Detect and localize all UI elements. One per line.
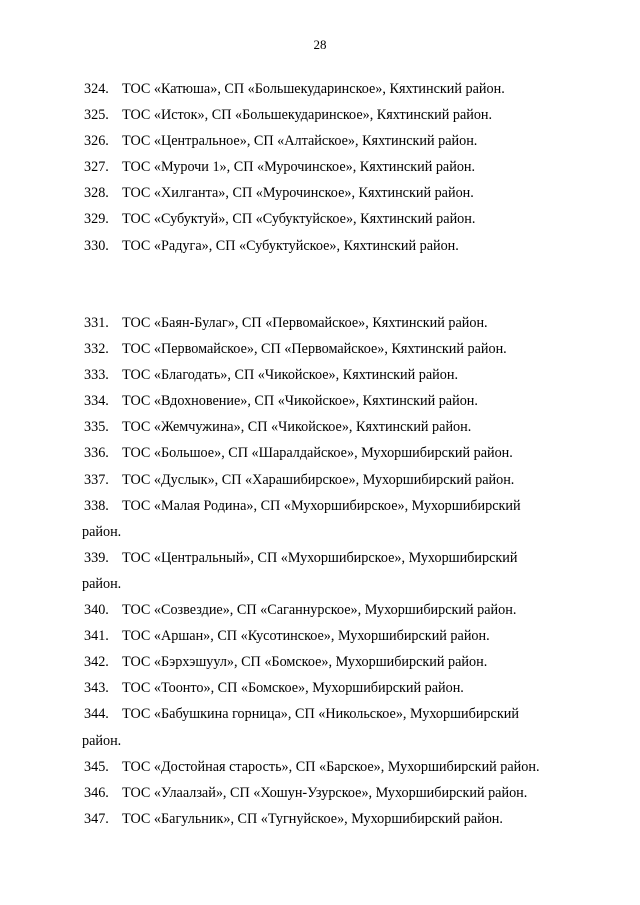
item-text: ТОС «Малая Родина», СП «Мухоршибирское», Мухоршибирский: [122, 497, 521, 514]
item-text-continuation: район.: [82, 523, 122, 540]
list-item: [84, 76, 584, 102]
item-text: ТОС «Баян-Булаг», СП «Первомайское», Кяхтинский район.: [122, 315, 488, 331]
item-text: ТОС «Большое», СП «Шаралдайское», Мухоршибирский район.: [122, 445, 513, 462]
item-number: 333.: [84, 367, 109, 384]
item-text: ТОС «Тоонто», СП «Бомское», Мухоршибирский район.: [122, 680, 464, 697]
item-number: 340.: [84, 602, 109, 619]
list-item: [84, 597, 584, 623]
item-text-continuation: район.: [82, 732, 122, 749]
item-number: 345.: [84, 758, 109, 775]
item-text-continuation: район.: [82, 575, 122, 592]
list-item: [84, 180, 584, 206]
item-text: ТОС «Первомайское», СП «Первомайское», Кяхтинский район.: [122, 341, 507, 358]
item-text: ТОС «Аршан», СП «Кусотинское», Мухоршибирский район.: [122, 628, 490, 645]
item-number: 325.: [84, 107, 109, 124]
page-number: 28: [313, 37, 327, 52]
item-text: ТОС «Созвездие», СП «Саганнурское», Мухоршибирский район.: [122, 602, 517, 619]
item-number: 324.: [84, 81, 109, 97]
list-item: [84, 467, 584, 493]
list-item: [84, 206, 584, 232]
list-item: [84, 780, 584, 806]
item-text: ТОС «Субуктуй», СП «Субуктуйское», Кяхтинский район.: [122, 211, 476, 228]
list-item: [84, 675, 584, 701]
item-number: 328.: [84, 185, 109, 202]
item-text: ТОС «Центральное», СП «Алтайское», Кяхтинский район.: [122, 133, 478, 150]
item-text: ТОС «Исток», СП «Большекударинское», Кяхтинский район.: [122, 107, 493, 124]
item-number: 341.: [84, 628, 109, 645]
item-text: ТОС «Центральный», СП «Мухоршибирское», Мухоршибирский: [122, 549, 518, 566]
item-number: 337.: [84, 471, 109, 488]
list-item: [84, 102, 584, 128]
item-number: 326.: [84, 133, 109, 150]
item-text: ТОС «Улаалзай», СП «Хошун-Узурское», Мухоршибирский район.: [122, 784, 528, 801]
item-text: ТОС «Благодать», СП «Чикойское», Кяхтинский район.: [122, 367, 458, 384]
item-number: 327.: [84, 159, 109, 176]
list-item: [84, 440, 584, 466]
item-number: 339.: [84, 549, 109, 566]
list-item: [84, 154, 584, 180]
item-text: ТОС «Жемчужина», СП «Чикойское», Кяхтинский район.: [122, 419, 472, 436]
item-number: 347.: [84, 810, 109, 827]
item-text: ТОС «Бэрхэшуул», СП «Бомское», Мухоршибирский район.: [122, 654, 488, 671]
item-text: ТОС «Хилганта», СП «Мурочинское», Кяхтинский район.: [122, 185, 474, 202]
list-item: [84, 701, 584, 727]
item-text: ТОС «Катюша», СП «Большекударинское», Кяхтинский район.: [122, 81, 505, 97]
item-number: 338.: [84, 497, 109, 514]
item-text: ТОС «Достойная старость», СП «Барское», Мухоршибирский район.: [122, 758, 540, 775]
list-item: [84, 128, 584, 154]
item-number: 331.: [84, 315, 109, 331]
list-item: [84, 493, 584, 519]
item-number: 343.: [84, 680, 109, 697]
item-number: 334.: [84, 393, 109, 410]
item-text: ТОС «Дуслык», СП «Харашибирское», Мухоршибирский район.: [122, 471, 515, 488]
item-text: ТОС «Бабушкина горница», СП «Никольское», Мухоршибирский: [122, 706, 519, 723]
item-number: 335.: [84, 419, 109, 436]
item-number: 346.: [84, 784, 109, 801]
list-item: [84, 649, 584, 675]
item-number: 332.: [84, 341, 109, 358]
item-text: ТОС «Багульник», СП «Тугнуйское», Мухоршибирский район.: [122, 810, 503, 827]
tos-list-bottom: [84, 310, 584, 832]
tos-list-top: [84, 76, 584, 259]
list-item: [84, 806, 584, 832]
list-item: [84, 623, 584, 649]
list-item: [84, 414, 584, 440]
list-item: [84, 388, 584, 414]
item-number: 344.: [84, 706, 109, 723]
item-number: 329.: [84, 211, 109, 228]
item-number: 342.: [84, 654, 109, 671]
list-item: [84, 362, 584, 388]
item-number: 330.: [84, 237, 109, 254]
item-text: ТОС «Мурочи 1», СП «Мурочинское», Кяхтинский район.: [122, 159, 476, 176]
list-item: [84, 336, 584, 362]
list-item: [84, 545, 584, 571]
list-item: [84, 310, 584, 336]
list-item: [84, 233, 584, 259]
list-item: [84, 754, 584, 780]
item-text: ТОС «Вдохновение», СП «Чикойское», Кяхтинский район.: [122, 393, 478, 410]
item-number: 336.: [84, 445, 109, 462]
item-text: ТОС «Радуга», СП «Субуктуйское», Кяхтинский район.: [122, 237, 459, 254]
